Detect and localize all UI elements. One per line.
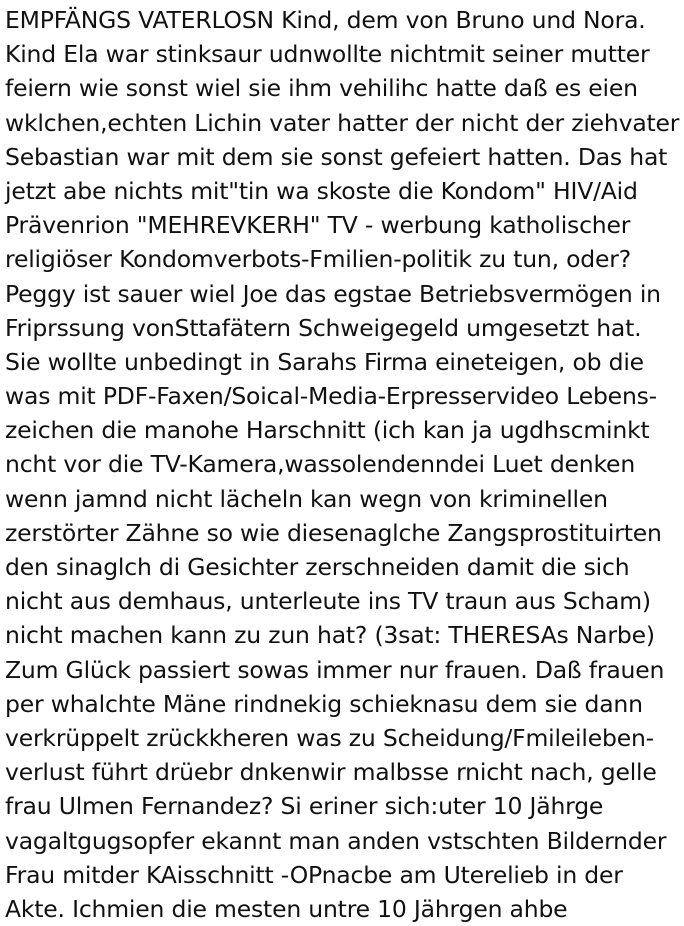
text-line: nicht machen kann zu zun hat? (3sat: THERESAs Narbe)	[5, 621, 655, 650]
text-line: nicht aus demhaus, unterleute ins TV traun aus Scham)	[5, 587, 651, 616]
text-line: Sebastian war mit dem sie sonst gefeiert hatten. Das hat	[5, 142, 668, 171]
text-line: Zum Glück passiert sowas immer nur frauen. Daß frauen	[5, 655, 665, 684]
text-block	[5, 3, 681, 926]
text-line: feiern wie sonst wiel sie ihm vehilihc hatte daß es eien	[5, 74, 638, 103]
text-line: zerstörter Zähne so wie diesenaglche Zangsprostituirten	[5, 518, 662, 547]
text-line: Prävenrion "MEHREVKERH" TV - werbung katholischer	[5, 211, 631, 240]
text-line: EMPFÄNGS VATERLOSN Kind, dem von Bruno und Nora.	[5, 6, 646, 34]
text-line: Friprssung vonSttafätern Schweigegeld umgesetzt hat.	[5, 313, 642, 342]
text-line: den sinaglch di Gesichter zerschneiden damit die sich	[5, 553, 630, 581]
text-line: Frau mitder KAisschnitt -OPnacbe am Uterelieb in der	[5, 860, 623, 889]
text-line: ncht vor die TV-Kamera,wassolendenndei Luet denken	[5, 450, 636, 479]
text-line: verlust führt drüebr dnkenwir malbsse rnicht nach, gelle	[5, 758, 657, 787]
text-line: vagaltgugsopfer ekannt man anden vstschten Bildernder	[5, 826, 667, 855]
text-line: wklchen,echten Lichin vater hatter der nicht der ziehvater	[5, 108, 680, 137]
text-line: zeichen die manohe Harschnitt (ich kan ja ugdhscminkt	[5, 416, 650, 445]
text-line: verkrüppelt zrückkheren was zu Scheidung/Fmileileben-	[5, 723, 654, 752]
text-line: was mit PDF-Faxen/Soical-Media-Erpresservideo Lebens-	[5, 382, 657, 411]
text-line: Peggy ist sauer wiel Joe das egstae Betriebsvermögen in	[5, 279, 661, 308]
text-line: wenn jamnd nicht lächeln kan wegn von kriminellen	[5, 484, 608, 513]
text-line: Kind Ela war stinksaur udnwollte nichtmit seiner mutter	[5, 40, 650, 69]
text-line: Sie wollte unbedingt in Sarahs Firma eineteigen, ob die	[5, 347, 644, 376]
text-line: per whalchte Mäne rindnekig schieknasu dem sie dann	[5, 689, 643, 718]
text-line: frau Ulmen Fernandez? Si eriner sich:uter 10 Jährge	[5, 792, 604, 821]
text-line: Akte. Ichmien die mesten untre 10 Jährgen ahbe	[5, 894, 568, 923]
text-line: jetzt abe nichts mit"tin wa skoste die Kondom" HIV/Aid	[5, 176, 638, 205]
text-line: religiöser Kondomverbots-Fmilien-politik zu tun, oder?	[5, 245, 632, 274]
